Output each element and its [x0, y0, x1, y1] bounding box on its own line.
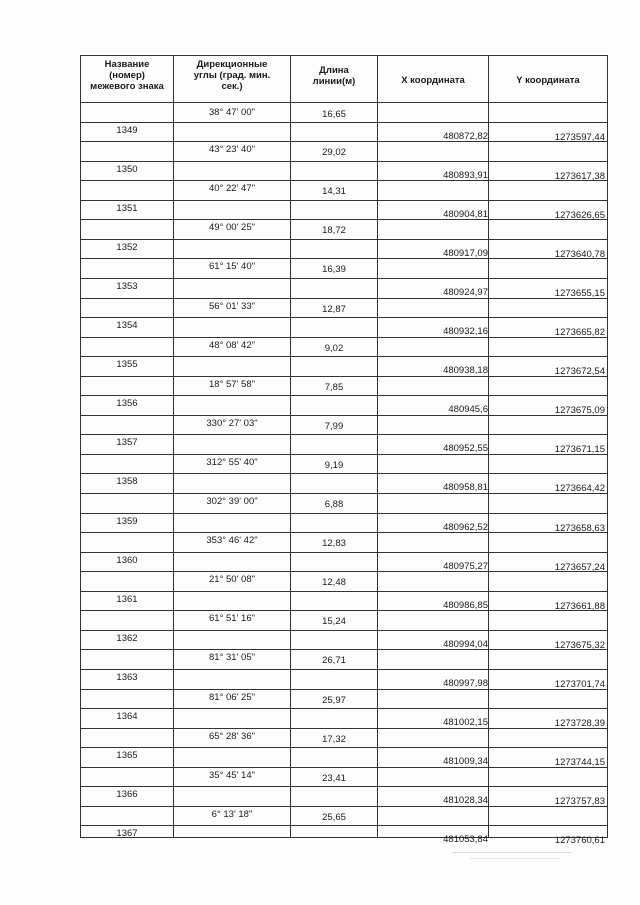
point-y-coordinate: 1273757,83 — [554, 796, 605, 808]
point-x-coordinate: 480994,04 — [443, 638, 488, 650]
point-x-coordinate: 481053,84 — [443, 834, 488, 846]
table-rule — [80, 669, 608, 670]
point-y-coordinate: 1273661,88 — [554, 600, 605, 612]
point-x-coordinate: 480917,09 — [443, 247, 488, 259]
segment-angle: 6° 13' 18" — [211, 808, 253, 820]
segment-length: 12,48 — [322, 577, 346, 589]
point-y-coordinate: 1273617,38 — [554, 170, 605, 182]
table-rule — [80, 356, 608, 357]
table-rule — [80, 161, 608, 162]
point-y-coordinate: 1273675,09 — [554, 405, 605, 417]
point-x-coordinate: 481009,34 — [443, 756, 488, 768]
table-rule — [80, 317, 608, 318]
point-y-coordinate: 1273671,15 — [554, 444, 605, 456]
point-name: 1356 — [116, 398, 138, 410]
table-rule — [80, 552, 608, 553]
segment-angle: 65° 28' 36" — [209, 730, 255, 742]
segment-angle: 81° 31' 05" — [209, 652, 255, 664]
scan-noise — [470, 858, 560, 859]
segment-length: 16,65 — [322, 109, 346, 120]
table-rule — [80, 239, 608, 240]
table-rule — [80, 395, 608, 396]
segment-length: 17,32 — [322, 733, 346, 745]
segment-length: 26,71 — [322, 655, 346, 667]
point-name: 1354 — [116, 320, 138, 332]
table-rule — [80, 786, 608, 787]
point-y-coordinate: 1273655,15 — [554, 288, 605, 299]
header-y-coordinate: Y координата — [516, 75, 580, 86]
point-x-coordinate: 481028,34 — [443, 795, 488, 807]
point-y-coordinate: 1273665,82 — [554, 327, 605, 339]
point-x-coordinate: 480962,52 — [443, 521, 488, 533]
segment-length: 23,41 — [322, 772, 346, 784]
segment-length: 15,24 — [322, 616, 346, 628]
point-y-coordinate: 1273664,42 — [554, 483, 605, 495]
table-rule — [80, 630, 608, 631]
point-y-coordinate: 1273744,15 — [554, 757, 605, 769]
segment-length: 7,99 — [324, 420, 344, 432]
table-rule — [80, 55, 608, 56]
segment-length: 6,88 — [324, 499, 344, 510]
point-name: 1362 — [116, 632, 138, 644]
segment-angle: 43° 23' 40" — [209, 144, 255, 156]
header-direction-angles: Дирекционные углы (град. мин. сек.) — [193, 59, 271, 92]
point-name: 1366 — [116, 789, 138, 801]
point-x-coordinate: 480997,98 — [443, 678, 488, 689]
table-rule — [80, 513, 608, 514]
segment-angle: 353° 46' 42" — [206, 535, 258, 547]
point-name: 1365 — [116, 750, 138, 762]
segment-length: 7,85 — [324, 381, 344, 393]
point-name: 1361 — [116, 593, 138, 605]
table-column-rule — [173, 55, 174, 837]
point-x-coordinate: 480932,16 — [443, 326, 488, 338]
point-y-coordinate: 1273701,74 — [554, 679, 605, 690]
segment-length: 25,65 — [322, 811, 346, 823]
segment-angle: 302° 39' 00" — [206, 496, 258, 507]
table-rule — [80, 278, 608, 279]
point-name: 1363 — [116, 672, 138, 683]
table-rule — [80, 102, 608, 103]
table-column-rule — [290, 55, 291, 837]
segment-length: 29,02 — [322, 147, 346, 159]
segment-angle: 330° 27' 03" — [206, 417, 258, 429]
segment-angle: 21° 50' 08" — [209, 574, 255, 586]
point-name: 1367 — [116, 828, 138, 840]
point-y-coordinate: 1273672,54 — [554, 366, 605, 378]
segment-length: 25,97 — [322, 694, 346, 706]
segment-angle: 49° 00' 25" — [209, 222, 255, 234]
segment-length: 14,31 — [322, 186, 346, 198]
segment-angle: 81° 06' 25" — [209, 691, 255, 703]
table-rule — [80, 434, 608, 435]
point-name: 1349 — [116, 124, 138, 136]
segment-length: 9,19 — [324, 459, 344, 471]
point-x-coordinate: 480945,6 — [448, 404, 488, 416]
segment-length: 18,72 — [322, 225, 346, 237]
segment-angle: 61° 15' 40" — [209, 261, 255, 273]
point-y-coordinate: 1273760,61 — [554, 835, 605, 847]
table-rule — [80, 122, 608, 123]
segment-angle: 38° 47' 00" — [209, 107, 255, 118]
point-y-coordinate: 1273657,24 — [554, 561, 605, 573]
segment-angle: 61° 51' 16" — [209, 613, 255, 625]
segment-length: 12,87 — [322, 303, 346, 315]
point-x-coordinate: 480893,91 — [443, 169, 488, 181]
segment-length: 9,02 — [324, 342, 344, 354]
point-x-coordinate: 480872,82 — [443, 130, 488, 142]
table-rule — [80, 708, 608, 709]
segment-angle: 56° 01' 33" — [209, 300, 255, 312]
header-line-length: Длина линии(м) — [312, 65, 356, 87]
point-y-coordinate: 1273626,65 — [554, 209, 605, 221]
point-x-coordinate: 480952,55 — [443, 443, 488, 455]
point-x-coordinate: 480924,97 — [443, 287, 488, 298]
point-name: 1351 — [116, 202, 138, 214]
table-rule — [80, 591, 608, 592]
table-rule — [80, 747, 608, 748]
header-mark-name: Название (номер) межевого знака — [90, 59, 164, 92]
segment-angle: 312° 55' 40" — [206, 456, 258, 468]
point-name: 1350 — [116, 163, 138, 175]
point-name: 1359 — [116, 515, 138, 527]
header-x-coordinate: X координата — [401, 75, 465, 86]
segment-angle: 40° 22' 47" — [209, 183, 255, 195]
point-x-coordinate: 480975,27 — [443, 560, 488, 572]
point-x-coordinate: 480958,81 — [443, 482, 488, 494]
point-x-coordinate: 481002,15 — [443, 717, 488, 729]
table-rule — [80, 825, 608, 826]
point-y-coordinate: 1273675,32 — [554, 639, 605, 651]
point-y-coordinate: 1273728,39 — [554, 718, 605, 730]
segment-length: 16,39 — [322, 264, 346, 276]
point-name: 1353 — [116, 281, 138, 292]
point-name: 1360 — [116, 554, 138, 566]
point-y-coordinate: 1273597,44 — [554, 131, 605, 143]
point-name: 1357 — [116, 437, 138, 449]
point-y-coordinate: 1273658,63 — [554, 522, 605, 534]
segment-angle: 35° 45' 14" — [209, 769, 255, 781]
point-x-coordinate: 480986,85 — [443, 599, 488, 611]
point-x-coordinate: 480904,81 — [443, 208, 488, 220]
scan-noise — [452, 852, 572, 853]
point-name: 1358 — [116, 476, 138, 488]
table-rule — [80, 200, 608, 201]
point-name: 1355 — [116, 359, 138, 371]
segment-angle: 48° 08' 42" — [209, 339, 255, 351]
table-column-rule — [607, 55, 608, 837]
point-name: 1364 — [116, 711, 138, 723]
point-x-coordinate: 480938,18 — [443, 365, 488, 377]
segment-length: 12,83 — [322, 538, 346, 550]
point-y-coordinate: 1273640,78 — [554, 248, 605, 260]
table-rule — [80, 473, 608, 474]
point-name: 1352 — [116, 241, 138, 253]
segment-angle: 18° 57' 58" — [209, 378, 255, 390]
